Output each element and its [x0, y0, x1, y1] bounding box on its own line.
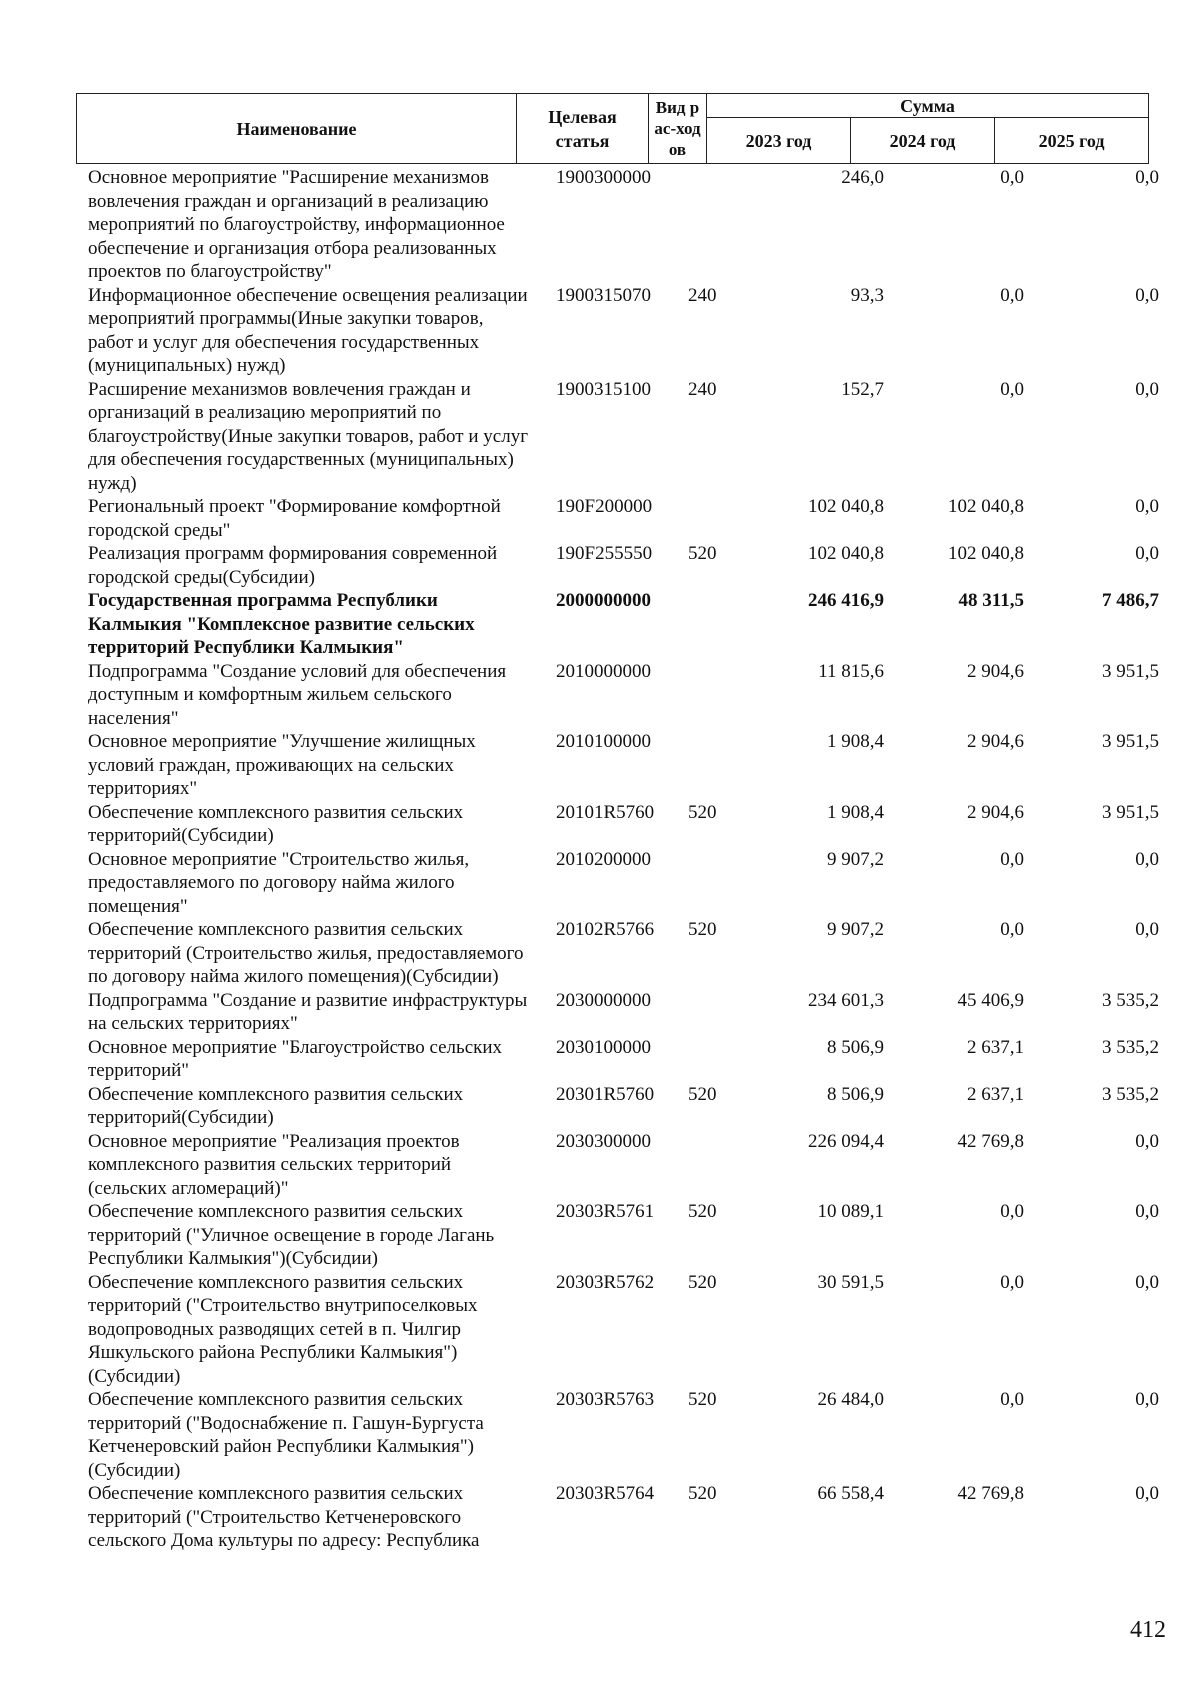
row-code: 20301R5760 [556, 1083, 655, 1105]
table-row [76, 918, 1159, 989]
table-row [76, 284, 1159, 378]
table-row [76, 1036, 1159, 1083]
row-name: Подпрограмма "Создание и развитие инфраструктуры на сельских территориях" [88, 989, 528, 1034]
row-name: Подпрограмма "Создание условий для обеспечения доступным и комфортным жильем сельского населения" [88, 660, 507, 729]
header-sum: Сумма [707, 94, 1149, 118]
row-expense-type: 520 [688, 1083, 717, 1105]
row-sum-2023: 30 591,5 [817, 1271, 884, 1293]
row-sum-2025: 0,0 [1135, 1271, 1159, 1293]
row-sum-2023: 10 089,1 [817, 1201, 884, 1222]
row-sum-2024: 102 040,8 [948, 496, 1024, 517]
row-sum-2023: 26 484,0 [817, 1389, 884, 1410]
row-sum-2025: 0,0 [1135, 919, 1159, 940]
row-sum-2024: 0,0 [1000, 919, 1024, 940]
row-name: Обеспечение комплексного развития сельских территорий ("Водоснабжение п. Гашун-Бургуста Кетченеровский район Республики Калмыкия")(Субсидии) [88, 1389, 484, 1481]
row-sum-2023: 102 040,8 [808, 496, 884, 517]
row-code: 2010000000 [556, 660, 651, 682]
row-sum-2025: 0,0 [1135, 1483, 1159, 1504]
row-sum-2024: 0,0 [1000, 167, 1024, 188]
row-expense-type: 520 [688, 1483, 717, 1504]
row-sum-2023: 9 907,2 [827, 919, 884, 940]
row-sum-2025: 0,0 [1135, 284, 1159, 306]
row-sum-2025: 0,0 [1135, 167, 1159, 188]
row-sum-2023: 246,0 [841, 167, 884, 188]
row-sum-2025: 0,0 [1135, 848, 1159, 870]
header-vid [649, 94, 707, 164]
row-sum-2023: 102 040,8 [808, 543, 884, 564]
row-sum-2024: 48 311,5 [958, 590, 1024, 611]
row-sum-2024: 0,0 [1000, 378, 1024, 400]
row-expense-type: 520 [688, 801, 717, 823]
row-code: 2000000000 [556, 590, 651, 611]
row-sum-2025: 0,0 [1135, 543, 1159, 564]
row-code: 190F200000 [556, 496, 653, 517]
row-sum-2024: 2 904,6 [967, 801, 1024, 823]
row-code: 2030100000 [556, 1036, 651, 1058]
row-sum-2024: 0,0 [1000, 284, 1024, 306]
row-sum-2024: 45 406,9 [957, 989, 1024, 1011]
row-name: Основное мероприятие "Реализация проектов комплексного развития сельских территорий (сельских агломераций)" [88, 1130, 460, 1199]
header-vid-text: Вид рас-ходов [654, 98, 701, 159]
row-sum-2024: 2 637,1 [967, 1036, 1024, 1058]
row-sum-2023: 226 094,4 [808, 1130, 884, 1152]
row-expense-type: 520 [688, 1201, 717, 1222]
header-code-text: Целевая статья [548, 106, 617, 151]
row-code: 20101R5760 [556, 801, 655, 823]
row-expense-type: 520 [688, 919, 717, 940]
row-sum-2024: 2 904,6 [967, 731, 1024, 752]
row-sum-2024: 42 769,8 [957, 1130, 1024, 1152]
row-sum-2024: 102 040,8 [948, 543, 1024, 564]
row-sum-2024: 42 769,8 [957, 1483, 1024, 1504]
row-sum-2023: 246 416,9 [808, 590, 884, 611]
table-row [76, 378, 1159, 496]
row-code: 1900315070 [556, 284, 651, 306]
table-row [76, 730, 1159, 801]
table-row [76, 1482, 1159, 1553]
row-name: Расширение механизмов вовлечения граждан и организаций в реализацию мероприятий по благоустройству(Иные закупки товаров, работ и услуг для обеспечения государственных (муниципальных) нужд) [88, 378, 528, 494]
row-sum-2025: 3 535,2 [1102, 1036, 1159, 1058]
row-sum-2024: 0,0 [1000, 1271, 1024, 1293]
row-name: Основное мероприятие "Благоустройство сельских территорий" [88, 1036, 503, 1081]
row-name: Обеспечение комплексного развития сельских территорий(Субсидии) [88, 1083, 464, 1128]
row-code: 20303R5763 [556, 1389, 655, 1410]
row-sum-2025: 0,0 [1135, 1201, 1159, 1222]
row-name: Основное мероприятие "Строительство жилья, предоставляемого по договору найма жилого помещения" [88, 848, 470, 917]
row-sum-2023: 234 601,3 [808, 989, 884, 1011]
row-name: Основное мероприятие "Улучшение жилищных условий граждан, проживающих на сельских территориях" [88, 731, 476, 799]
table-row [76, 660, 1159, 731]
row-code: 2010200000 [556, 848, 651, 870]
row-name: Региональный проект "Формирование комфортной городской среды" [88, 496, 501, 541]
row-code: 20102R5766 [556, 919, 655, 940]
row-sum-2023: 93,3 [850, 284, 884, 306]
row-name: Обеспечение комплексного развития сельских территорий(Субсидии) [88, 801, 464, 846]
row-sum-2023: 8 506,9 [827, 1083, 884, 1105]
table-row [76, 1083, 1159, 1130]
row-code: 2030000000 [556, 989, 651, 1011]
table-row [76, 1200, 1159, 1271]
row-sum-2025: 0,0 [1135, 1389, 1159, 1410]
row-expense-type: 240 [688, 378, 717, 400]
row-code: 190F255550 [556, 543, 653, 564]
row-sum-2025: 3 951,5 [1102, 660, 1159, 682]
row-sum-2023: 9 907,2 [827, 848, 884, 870]
row-code: 20303R5764 [556, 1483, 655, 1504]
row-name: Обеспечение комплексного развития сельских территорий ("Строительство Кетченеровского сельского Дома культуры по адресу: Республика [88, 1483, 480, 1551]
table-row [76, 989, 1159, 1036]
row-code: 20303R5762 [556, 1271, 655, 1293]
table-row [76, 589, 1159, 660]
table-body [76, 166, 1159, 1553]
row-code: 20303R5761 [556, 1201, 655, 1222]
header-2023: 2023 год [707, 118, 851, 164]
row-sum-2025: 3 951,5 [1102, 801, 1159, 823]
table-header [76, 93, 1149, 164]
row-sum-2025: 3 535,2 [1102, 989, 1159, 1011]
row-name: Основное мероприятие "Расширение механизмов вовлечения граждан и организаций в реализацию мероприятий по благоустройству, информационное обеспечение и организация отбора реализованных проектов по благоустройству" [88, 167, 505, 282]
row-expense-type: 520 [688, 1389, 717, 1410]
row-sum-2023: 8 506,9 [827, 1036, 884, 1058]
table-row [76, 166, 1159, 284]
row-name: Реализация программ формирования современной городской среды(Субсидии) [88, 543, 498, 588]
row-sum-2025: 0,0 [1135, 378, 1159, 400]
table-row [76, 495, 1159, 542]
row-sum-2025: 0,0 [1135, 496, 1159, 517]
row-sum-2023: 1 908,4 [827, 801, 884, 823]
table-row [76, 1388, 1159, 1482]
page-number: 412 [1130, 1617, 1166, 1643]
row-code: 1900300000 [556, 167, 651, 188]
row-sum-2023: 152,7 [841, 378, 884, 400]
row-sum-2025: 0,0 [1135, 1130, 1159, 1152]
header-code [517, 94, 649, 164]
header-2024: 2024 год [851, 118, 995, 164]
row-code: 2010100000 [556, 731, 651, 752]
row-name: Обеспечение комплексного развития сельских территорий ("Строительство внутрипоселковых водопроводных разводящих сетей в п. Чилгир Яшкульского района Республики Калмыкия")(Субсидии) [88, 1271, 478, 1387]
row-name: Обеспечение комплексного развития сельских территорий ("Уличное освещение в городе Лагань Республики Калмыкия")(Субсидии) [88, 1201, 495, 1269]
table-row [76, 1271, 1159, 1389]
table-row [76, 848, 1159, 919]
row-sum-2023: 11 815,6 [818, 660, 884, 682]
row-name: Государственная программа Республики Калмыкия "Комплексное развитие сельских территорий Республики Калмыкия" [88, 590, 475, 658]
row-sum-2023: 1 908,4 [827, 731, 884, 752]
row-sum-2024: 0,0 [1000, 848, 1024, 870]
row-code: 2030300000 [556, 1130, 651, 1152]
row-sum-2025: 3 535,2 [1102, 1083, 1159, 1105]
row-expense-type: 520 [688, 543, 717, 564]
row-name: Информационное обеспечение освещения реализации мероприятий программы(Иные закупки товаров, работ и услуг для обеспечения государственных (муниципальных) нужд) [88, 284, 528, 376]
row-sum-2023: 66 558,4 [817, 1483, 884, 1504]
table-row [76, 801, 1159, 848]
table-row [76, 1130, 1159, 1201]
row-sum-2024: 0,0 [1000, 1389, 1024, 1410]
row-sum-2025: 7 486,7 [1102, 590, 1159, 611]
row-code: 1900315100 [556, 378, 651, 400]
header-2025: 2025 год [995, 118, 1149, 164]
row-expense-type: 520 [688, 1271, 717, 1293]
header-name: Наименование [77, 94, 517, 164]
row-sum-2024: 0,0 [1000, 1201, 1024, 1222]
row-sum-2024: 2 637,1 [967, 1083, 1024, 1105]
row-expense-type: 240 [688, 284, 717, 306]
table-row [76, 542, 1159, 589]
row-name: Обеспечение комплексного развития сельских территорий (Строительство жилья, предоставляемого по договору найма жилого помещения)(Субсидии) [88, 919, 524, 987]
row-sum-2024: 2 904,6 [967, 660, 1024, 682]
row-sum-2025: 3 951,5 [1102, 731, 1159, 752]
